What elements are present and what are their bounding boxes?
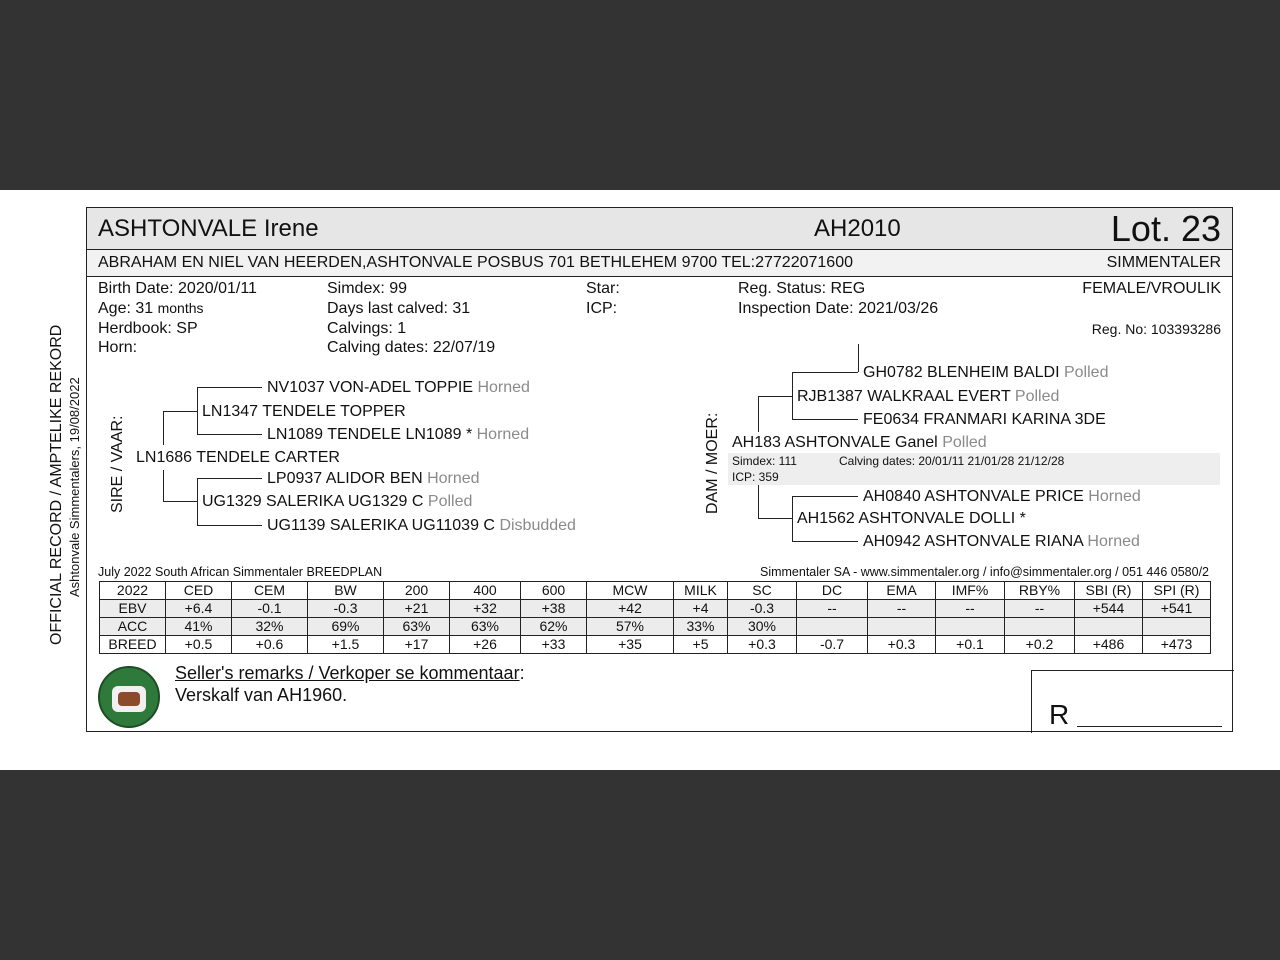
card-header xyxy=(87,208,1232,250)
ebv-cell: +42 xyxy=(587,600,674,618)
ebv-cell: 2022 xyxy=(100,582,166,600)
ebv-cell: SC xyxy=(728,582,797,600)
ebv-cell: +486 xyxy=(1075,636,1143,654)
sire-dam xyxy=(202,493,472,511)
reg-number: Reg. No: 103393286 xyxy=(1091,321,1221,337)
ebv-row-acc xyxy=(100,618,1211,636)
sire-sire-sire xyxy=(267,379,530,397)
dam-tree-line xyxy=(792,496,858,497)
ebv-header-row xyxy=(100,582,1211,600)
ebv-cell xyxy=(868,618,936,636)
ebv-cell: 57% xyxy=(587,618,674,636)
dam-label: DAM / MOER: xyxy=(704,412,721,514)
logo-cow-icon xyxy=(118,692,140,706)
dam-horn: Polled xyxy=(942,434,987,451)
ebv-cell: EBV xyxy=(100,600,166,618)
ebv-cell: BW xyxy=(308,582,384,600)
logo xyxy=(98,666,160,728)
ebv-cell: +33 xyxy=(521,636,587,654)
animal-id: AH2010 xyxy=(814,215,901,242)
sss-name: NV1037 VON-ADEL TOPPIE xyxy=(267,379,474,396)
sd-name: UG1329 SALERIKA UG1329 C xyxy=(202,493,424,510)
star: Star: xyxy=(586,280,620,297)
age xyxy=(98,300,204,318)
ssd-horn: Horned xyxy=(476,426,530,443)
ebv-cell: -0.3 xyxy=(728,600,797,618)
sds-horn: Horned xyxy=(427,470,480,487)
ebv-cell: CED xyxy=(166,582,232,600)
ebv-cell: +26 xyxy=(450,636,521,654)
sire-tree-line xyxy=(197,387,198,434)
ebv-cell: +473 xyxy=(1143,636,1211,654)
ebv-cell: +6.4 xyxy=(166,600,232,618)
lot-number: Lot. 23 xyxy=(1110,208,1221,249)
ebv-table xyxy=(99,581,1211,654)
dam-tree-line xyxy=(758,485,759,518)
official-record-label: OFFICIAL RECORD / AMPTELIKE REKORD xyxy=(48,324,65,645)
ebv-row-ebv xyxy=(100,600,1211,618)
age-value: Age: 31 xyxy=(98,300,154,317)
ebv-cell: SBI (R) xyxy=(1075,582,1143,600)
owner-row xyxy=(87,250,1232,277)
herdbook: Herdbook: SP xyxy=(98,320,198,337)
ebv-cell: +544 xyxy=(1075,600,1143,618)
breed-label: SIMMENTALER xyxy=(1106,254,1221,271)
sire-label: SIRE / VAAR: xyxy=(109,415,126,513)
sire-dam-sire xyxy=(267,470,480,488)
sire-tree-line xyxy=(197,434,262,435)
ebv-cell: -- xyxy=(936,600,1005,618)
ebv-cell: 600 xyxy=(521,582,587,600)
calving-dates: Calving dates: 22/07/19 xyxy=(327,339,496,356)
dam-sire xyxy=(797,388,1059,406)
ebv-cell: RBY% xyxy=(1005,582,1075,600)
ebv-cell: -- xyxy=(1005,600,1075,618)
dam-dam-dam xyxy=(863,533,1140,551)
ds-name: RJB1387 WALKRAAL EVERT xyxy=(797,388,1011,405)
ebv-cell: +0.3 xyxy=(868,636,936,654)
remarks-text: Verskalf van AH1960. xyxy=(175,685,348,705)
birth-date: Birth Date: 2020/01/11 xyxy=(98,280,257,297)
dam-sire-sire xyxy=(863,364,1108,382)
dam-simdex: Simdex: 111 xyxy=(732,454,797,468)
sd-horn: Polled xyxy=(427,493,473,510)
sire-tree-line xyxy=(163,501,197,502)
ebv-cell: CEM xyxy=(232,582,308,600)
dam-tree-line xyxy=(792,372,858,373)
dam-tree-line xyxy=(792,541,858,542)
dds-horn: Horned xyxy=(1088,488,1141,505)
ebv-cell: +38 xyxy=(521,600,587,618)
ebv-cell: +5 xyxy=(674,636,728,654)
breedplan-contact: Simmentaler SA - www.simmentaler.org / info@simmentaler.org / 051 446 0580/2 xyxy=(759,565,1209,579)
ds-horn: Polled xyxy=(1014,388,1060,405)
ebv-cell: ACC xyxy=(100,618,166,636)
ebv-cell xyxy=(1075,618,1143,636)
ebv-cell: +0.1 xyxy=(936,636,1005,654)
dam-sire-dam: FE0634 FRANMARI KARINA 3DE xyxy=(863,411,1106,428)
sire-tree-line xyxy=(197,478,198,525)
sire-tree-line xyxy=(163,411,164,445)
ebv-cell: 41% xyxy=(166,618,232,636)
ebv-cell: 62% xyxy=(521,618,587,636)
horn: Horn: xyxy=(98,339,138,356)
ebv-cell: MILK xyxy=(674,582,728,600)
ddd-horn: Horned xyxy=(1087,533,1140,550)
dss-horn: Polled xyxy=(1063,364,1109,381)
ebv-cell: +0.3 xyxy=(728,636,797,654)
ebv-cell: -- xyxy=(868,600,936,618)
ebv-cell xyxy=(936,618,1005,636)
calvings: Calvings: 1 xyxy=(327,320,407,337)
ebv-cell: +21 xyxy=(384,600,450,618)
ebv-cell: 63% xyxy=(450,618,521,636)
sire-tree-line xyxy=(197,387,262,388)
dam-tree-line xyxy=(758,518,792,519)
record-sheet xyxy=(0,190,1280,770)
ebv-cell: +0.6 xyxy=(232,636,308,654)
dam-dam: AH1562 ASHTONVALE DOLLI * xyxy=(797,510,1026,527)
ssd-name: LN1089 TENDELE LN1089 * xyxy=(267,426,473,443)
ebv-cell xyxy=(797,618,868,636)
breedplan-source: July 2022 South African Simmentaler BREEDPLAN xyxy=(98,565,383,579)
ashtonvale-date-label: Ashtonvale Simmentalers, 19/08/2022 xyxy=(67,377,82,597)
simdex: Simdex: 99 xyxy=(327,280,408,297)
age-unit: months xyxy=(157,300,204,316)
sire-tree-line xyxy=(163,470,164,501)
ebv-cell: +541 xyxy=(1143,600,1211,618)
ebv-cell: +0.2 xyxy=(1005,636,1075,654)
animal-name: ASHTONVALE Irene xyxy=(98,215,319,242)
ebv-cell: 63% xyxy=(384,618,450,636)
ebv-cell: BREED xyxy=(100,636,166,654)
sire-name: LN1686 TENDELE CARTER xyxy=(136,449,340,466)
dam-tree-line xyxy=(792,372,793,419)
sdd-horn: Disbudded xyxy=(499,517,576,534)
price-blank xyxy=(1077,726,1222,727)
ebv-cell: +0.5 xyxy=(166,636,232,654)
sire-tree-line xyxy=(197,525,262,526)
ebv-cell: +32 xyxy=(450,600,521,618)
dam-tree-line xyxy=(758,396,759,432)
reg-status: Reg. Status: REG xyxy=(738,280,866,297)
sire-dam-dam xyxy=(267,517,576,535)
sire-tree-line xyxy=(163,411,197,412)
dss-name: GH0782 BLENHEIM BALDI xyxy=(863,364,1060,381)
ebv-cell: EMA xyxy=(868,582,936,600)
ddd-name: AH0942 ASHTONVALE RIANA xyxy=(863,533,1083,550)
dam-tree-line xyxy=(858,344,859,372)
dam-tree-line xyxy=(758,396,792,397)
sdd-name: UG1139 SALERIKA UG11039 C xyxy=(267,517,495,534)
ebv-cell xyxy=(1143,618,1211,636)
remarks-title: Seller's remarks / Verkoper se kommentaar: xyxy=(175,663,525,683)
ebv-row-breed xyxy=(100,636,1211,654)
dam-calving-dates: Calving dates: 20/01/11 21/01/28 21/12/28 xyxy=(839,454,1065,468)
ebv-cell: 33% xyxy=(674,618,728,636)
sss-horn: Horned xyxy=(477,379,530,396)
remarks-title-text: Seller's remarks / Verkoper se kommentaar xyxy=(175,663,520,683)
ebv-cell: +1.5 xyxy=(308,636,384,654)
ebv-cell: +35 xyxy=(587,636,674,654)
dam-tree-line xyxy=(792,419,858,420)
dds-name: AH0840 ASHTONVALE PRICE xyxy=(863,488,1084,505)
ebv-cell: -0.7 xyxy=(797,636,868,654)
sex: FEMALE/VROULIK xyxy=(1082,280,1221,297)
dam-tree-line xyxy=(792,496,793,541)
ebv-cell: 400 xyxy=(450,582,521,600)
ebv-cell: MCW xyxy=(587,582,674,600)
ebv-cell: IMF% xyxy=(936,582,1005,600)
ebv-cell: SPI (R) xyxy=(1143,582,1211,600)
ebv-cell: +4 xyxy=(674,600,728,618)
days-last-calved: Days last calved: 31 xyxy=(327,300,471,317)
price-label: R xyxy=(1049,699,1070,730)
ebv-cell: DC xyxy=(797,582,868,600)
dam-icp: ICP: 359 xyxy=(732,470,779,484)
sire-tree-line xyxy=(197,478,262,479)
dam-name xyxy=(732,434,987,452)
icp: ICP: xyxy=(586,300,618,317)
ebv-cell: -0.1 xyxy=(232,600,308,618)
ebv-cell xyxy=(1005,618,1075,636)
ebv-cell: 32% xyxy=(232,618,308,636)
inspection-date: Inspection Date: 2021/03/26 xyxy=(738,300,939,317)
sire-sire: LN1347 TENDELE TOPPER xyxy=(202,403,406,420)
sds-name: LP0937 ALIDOR BEN xyxy=(267,470,423,487)
dam-name-text: AH183 ASHTONVALE Ganel xyxy=(732,434,938,451)
ebv-cell: +17 xyxy=(384,636,450,654)
owner-line: ABRAHAM EN NIEL VAN HEERDEN,ASHTONVALE POSBUS 701 BETHLEHEM 9700 TEL:27722071600 xyxy=(98,254,853,271)
dam-dam-sire xyxy=(863,488,1141,506)
ebv-cell: 30% xyxy=(728,618,797,636)
ebv-cell: -- xyxy=(797,600,868,618)
ebv-cell: 69% xyxy=(308,618,384,636)
ebv-cell: -0.3 xyxy=(308,600,384,618)
sire-sire-dam xyxy=(267,426,529,444)
ebv-cell: 200 xyxy=(384,582,450,600)
